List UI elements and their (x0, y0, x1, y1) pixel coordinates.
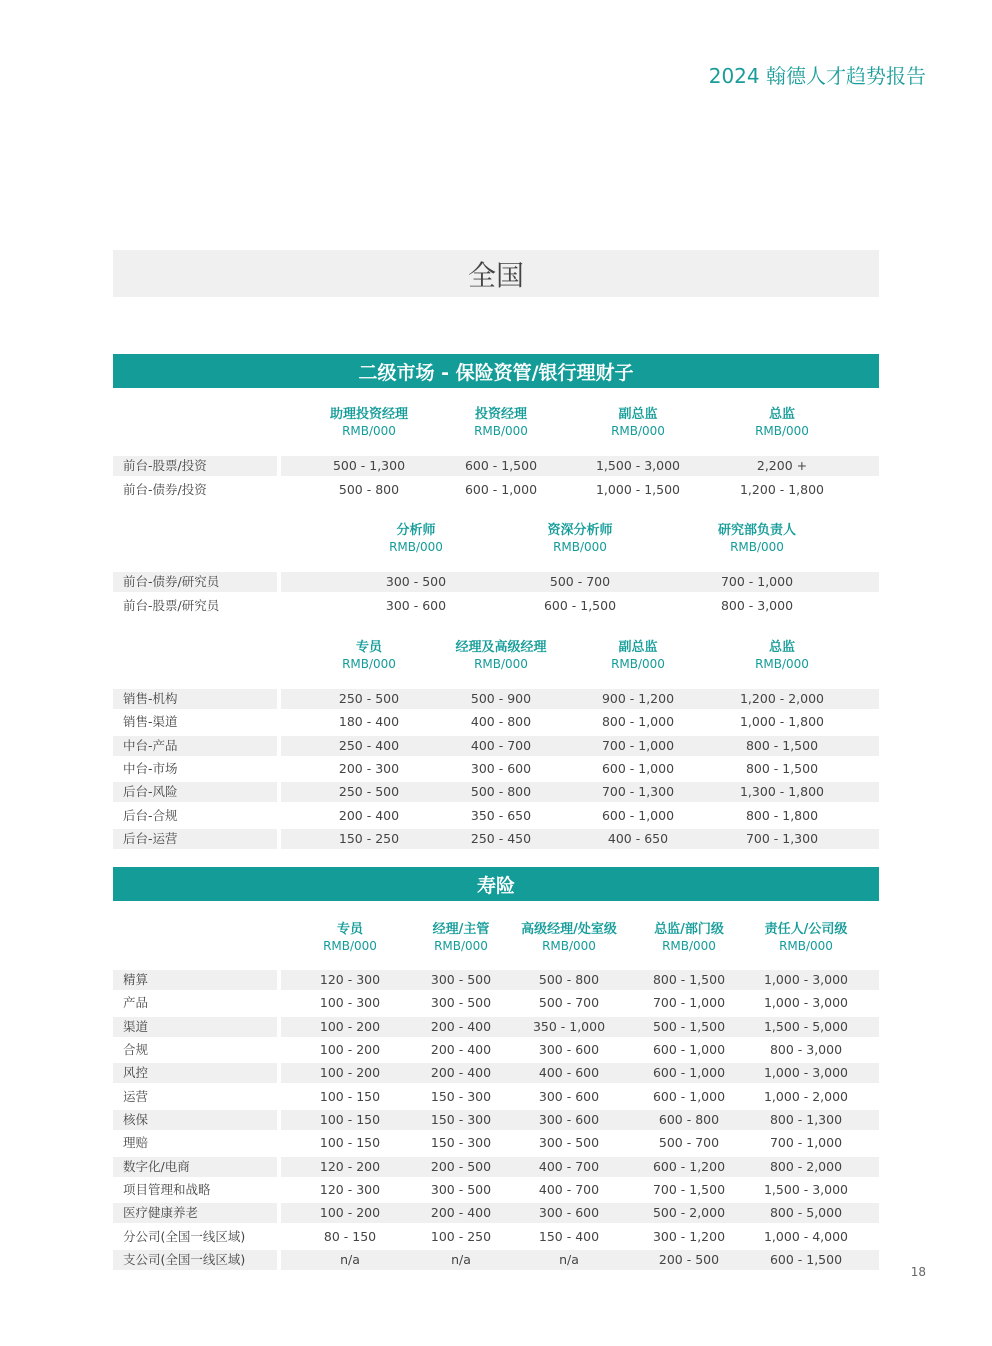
page-number: 18 (910, 1265, 926, 1279)
salary-cell: 350 - 650 (470, 808, 532, 823)
table-row (113, 782, 879, 802)
section-title-asset-management: 二级市场 - 保险资管/银行理财子 (113, 354, 879, 388)
salary-cell: 500 - 700 (538, 995, 600, 1010)
column-header-title: 分析师 (396, 523, 436, 538)
row-label: 医疗健康养老 (113, 1203, 277, 1223)
row-label: 分公司(全国一线区域) (123, 1229, 246, 1244)
salary-cell: 300 - 500 (538, 1135, 600, 1150)
salary-cell: 100 - 150 (319, 1135, 381, 1150)
column-header-unit: RMB/000 (779, 939, 833, 953)
salary-cell: 800 - 5,000 (769, 1205, 843, 1220)
salary-cell: 800 - 1,000 (601, 714, 675, 729)
column-header (563, 639, 713, 672)
salary-cell: 100 - 200 (319, 1205, 381, 1220)
salary-cell: 1,000 - 2,000 (763, 1089, 849, 1104)
salary-cell: 600 - 1,500 (543, 598, 617, 613)
row-label: 产品 (123, 995, 149, 1010)
salary-cell: 400 - 700 (538, 1182, 600, 1197)
salary-cell: 120 - 300 (319, 972, 381, 987)
salary-cell: n/a (451, 1252, 471, 1267)
salary-cell: 1,000 - 4,000 (763, 1229, 849, 1244)
row-label: 前台-股票/投资 (113, 456, 277, 476)
column-header-title: 研究部负责人 (717, 523, 796, 538)
column-header-unit: RMB/000 (755, 424, 809, 438)
table-row (113, 712, 879, 732)
salary-cell: 200 - 500 (430, 1159, 492, 1174)
salary-cell: 300 - 500 (430, 1182, 492, 1197)
table-row (113, 1250, 879, 1270)
salary-cell: 300 - 600 (470, 761, 532, 776)
column-header-title: 总监 (768, 640, 795, 655)
column-header-title: 经理及高级经理 (455, 640, 547, 655)
table-row (113, 1110, 879, 1130)
column-header (294, 639, 444, 672)
column-header (426, 639, 576, 672)
column-header-title: 资深分析师 (547, 523, 613, 538)
salary-cell: 500 - 900 (470, 691, 532, 706)
salary-cell: 400 - 700 (470, 738, 532, 753)
salary-cell: 800 - 2,000 (769, 1159, 843, 1174)
table-row (113, 993, 879, 1013)
column-header-title: 投资经理 (474, 407, 527, 422)
salary-cell: 300 - 600 (538, 1042, 600, 1057)
salary-cell: 600 - 1,200 (652, 1159, 726, 1174)
salary-cell: 400 - 700 (538, 1159, 600, 1174)
column-header-title: 高级经理/处室级 (521, 922, 617, 937)
salary-cell: 600 - 1,000 (652, 1042, 726, 1057)
region-title: 全国 (113, 250, 879, 297)
salary-cell: 500 - 800 (538, 972, 600, 987)
row-label: 后台-风险 (113, 782, 277, 802)
salary-cell: 700 - 1,000 (652, 995, 726, 1010)
column-header-unit: RMB/000 (389, 540, 443, 554)
salary-cell: 300 - 500 (385, 574, 447, 589)
salary-cell: 250 - 500 (338, 691, 400, 706)
section-title-life-insurance: 寿险 (113, 867, 879, 901)
table-row (113, 1157, 879, 1177)
column-header-title: 责任人/公司级 (764, 922, 848, 937)
row-label: 前台-债券/投资 (123, 482, 207, 497)
salary-cell: 150 - 300 (430, 1112, 492, 1127)
column-header-title: 总监/部门级 (654, 922, 724, 937)
column-header-unit: RMB/000 (342, 657, 396, 671)
row-label: 合规 (123, 1042, 149, 1057)
table-row (113, 456, 879, 476)
salary-cell: 1,000 - 3,000 (763, 1065, 849, 1080)
salary-cell: 500 - 1,300 (332, 458, 406, 473)
row-label: 销售-渠道 (123, 714, 178, 729)
salary-cell: 300 - 600 (538, 1112, 600, 1127)
row-label: 支公司(全国一线区域) (113, 1250, 277, 1270)
salary-cell: 100 - 200 (319, 1065, 381, 1080)
column-header-unit: RMB/000 (730, 540, 784, 554)
column-header-unit: RMB/000 (323, 939, 377, 953)
salary-cell: 600 - 1,500 (464, 458, 538, 473)
salary-cell: 100 - 200 (319, 1019, 381, 1034)
salary-cell: 200 - 300 (338, 761, 400, 776)
salary-cell: 500 - 800 (470, 784, 532, 799)
salary-cell: 700 - 1,000 (720, 574, 794, 589)
salary-cell: 400 - 800 (470, 714, 532, 729)
column-header-unit: RMB/000 (662, 939, 716, 953)
salary-cell: 150 - 400 (538, 1229, 600, 1244)
row-label: 中台-产品 (113, 736, 277, 756)
salary-cell: 700 - 1,500 (652, 1182, 726, 1197)
salary-cell: 250 - 450 (470, 831, 532, 846)
table-row (113, 596, 879, 616)
salary-cell: 800 - 1,500 (652, 972, 726, 987)
table-row (113, 689, 879, 709)
salary-cell: 250 - 500 (338, 784, 400, 799)
salary-cell: n/a (340, 1252, 360, 1267)
table-row (113, 572, 879, 592)
salary-cell: 1,000 - 3,000 (763, 972, 849, 987)
column-header-title: 副总监 (618, 407, 658, 422)
salary-cell: 300 - 500 (430, 995, 492, 1010)
row-label: 运营 (123, 1089, 149, 1104)
salary-cell: 800 - 3,000 (769, 1042, 843, 1057)
row-label: 风控 (113, 1063, 277, 1083)
table-row (113, 1087, 879, 1107)
salary-cell: 600 - 1,000 (652, 1089, 726, 1104)
column-header-title: 专员 (336, 922, 363, 937)
row-label: 理赔 (123, 1135, 149, 1150)
salary-cell: 600 - 800 (658, 1112, 720, 1127)
table-row (113, 1040, 879, 1060)
row-label: 后台-运营 (113, 829, 277, 849)
salary-cell: 150 - 300 (430, 1135, 492, 1150)
column-header (707, 639, 857, 672)
column-header-unit: RMB/000 (474, 657, 528, 671)
salary-cell: 1,000 - 3,000 (763, 995, 849, 1010)
row-label: 项目管理和战略 (123, 1182, 211, 1197)
salary-cell: 200 - 500 (658, 1252, 720, 1267)
column-header-unit: RMB/000 (474, 424, 528, 438)
salary-cell: 1,500 - 3,000 (595, 458, 681, 473)
salary-cell: 2,200 + (756, 458, 808, 473)
salary-cell: 350 - 1,000 (532, 1019, 606, 1034)
table-row (113, 970, 879, 990)
column-header-title: 副总监 (618, 640, 658, 655)
salary-cell: 1,500 - 5,000 (763, 1019, 849, 1034)
salary-cell: 900 - 1,200 (601, 691, 675, 706)
salary-cell: 200 - 400 (430, 1019, 492, 1034)
salary-cell: 250 - 400 (338, 738, 400, 753)
row-label: 后台-合规 (123, 808, 178, 823)
salary-cell: 1,200 - 1,800 (739, 482, 825, 497)
salary-cell: 500 - 2,000 (652, 1205, 726, 1220)
salary-cell: 500 - 1,500 (652, 1019, 726, 1034)
row-label: 数字化/电商 (113, 1157, 277, 1177)
salary-cell: 180 - 400 (338, 714, 400, 729)
salary-cell: 100 - 250 (430, 1229, 492, 1244)
column-header-unit: RMB/000 (434, 939, 488, 953)
salary-cell: 1,000 - 1,500 (595, 482, 681, 497)
table-row (113, 1203, 879, 1223)
salary-cell: 500 - 700 (549, 574, 611, 589)
row-label: 前台-股票/研究员 (123, 598, 220, 613)
column-header (731, 921, 881, 954)
salary-cell: 300 - 1,200 (652, 1229, 726, 1244)
table-row (113, 1227, 879, 1247)
salary-cell: 150 - 250 (338, 831, 400, 846)
table-row (113, 480, 879, 500)
table-row (113, 829, 879, 849)
row-label: 精算 (113, 970, 277, 990)
salary-cell: 200 - 400 (430, 1205, 492, 1220)
column-header (294, 406, 444, 439)
salary-cell: 600 - 1,000 (601, 761, 675, 776)
salary-cell: 100 - 150 (319, 1112, 381, 1127)
salary-cell: 300 - 500 (430, 972, 492, 987)
salary-cell: 1,200 - 2,000 (739, 691, 825, 706)
column-header-title: 总监 (768, 407, 795, 422)
salary-cell: 100 - 200 (319, 1042, 381, 1057)
column-header-unit: RMB/000 (542, 939, 596, 953)
salary-cell: 800 - 1,500 (745, 761, 819, 776)
column-header (707, 406, 857, 439)
salary-cell: 200 - 400 (338, 808, 400, 823)
table-row (113, 1017, 879, 1037)
table-row (113, 1133, 879, 1153)
salary-cell: 600 - 1,500 (769, 1252, 843, 1267)
salary-cell: 600 - 1,000 (601, 808, 675, 823)
salary-cell: 200 - 400 (430, 1065, 492, 1080)
table-row (113, 806, 879, 826)
column-header-unit: RMB/000 (553, 540, 607, 554)
column-header (563, 406, 713, 439)
row-label: 中台-市场 (123, 761, 178, 776)
column-header-unit: RMB/000 (611, 657, 665, 671)
column-header (682, 522, 832, 555)
row-label: 前台-债券/研究员 (113, 572, 277, 592)
salary-cell: 1,300 - 1,800 (739, 784, 825, 799)
column-header-title: 助理投资经理 (329, 407, 408, 422)
salary-cell: 120 - 300 (319, 1182, 381, 1197)
table-row (113, 736, 879, 756)
salary-cell: 600 - 1,000 (652, 1065, 726, 1080)
salary-cell: 700 - 1,000 (769, 1135, 843, 1150)
salary-cell: 200 - 400 (430, 1042, 492, 1057)
salary-cell: 400 - 600 (538, 1065, 600, 1080)
salary-cell: 300 - 600 (538, 1205, 600, 1220)
salary-cell: 1,500 - 3,000 (763, 1182, 849, 1197)
column-header-unit: RMB/000 (611, 424, 665, 438)
column-header-title: 经理/主管 (432, 922, 490, 937)
column-header (505, 522, 655, 555)
salary-cell: 120 - 200 (319, 1159, 381, 1174)
salary-cell: 700 - 1,000 (601, 738, 675, 753)
table-row (113, 1180, 879, 1200)
salary-cell: 300 - 600 (538, 1089, 600, 1104)
salary-cell: 1,000 - 1,800 (739, 714, 825, 729)
salary-cell: 500 - 800 (338, 482, 400, 497)
row-label: 销售-机构 (113, 689, 277, 709)
salary-cell: 600 - 1,000 (464, 482, 538, 497)
salary-cell: 700 - 1,300 (601, 784, 675, 799)
table-row (113, 1063, 879, 1083)
row-label: 渠道 (113, 1017, 277, 1037)
salary-cell: 800 - 1,300 (769, 1112, 843, 1127)
salary-cell: 800 - 1,800 (745, 808, 819, 823)
salary-cell: 80 - 150 (323, 1229, 377, 1244)
salary-cell: 500 - 700 (658, 1135, 720, 1150)
salary-cell: 700 - 1,300 (745, 831, 819, 846)
salary-cell: 100 - 150 (319, 1089, 381, 1104)
salary-cell: 800 - 1,500 (745, 738, 819, 753)
column-header-title: 专员 (355, 640, 382, 655)
column-header-unit: RMB/000 (755, 657, 809, 671)
column-header (341, 522, 491, 555)
column-header (426, 406, 576, 439)
report-title: 2024 翰德人才趋势报告 (708, 64, 926, 88)
row-label: 核保 (113, 1110, 277, 1130)
salary-cell: n/a (559, 1252, 579, 1267)
salary-cell: 800 - 3,000 (720, 598, 794, 613)
column-header-unit: RMB/000 (342, 424, 396, 438)
salary-cell: 300 - 600 (385, 598, 447, 613)
salary-cell: 400 - 650 (607, 831, 669, 846)
table-row (113, 759, 879, 779)
salary-cell: 100 - 300 (319, 995, 381, 1010)
salary-cell: 150 - 300 (430, 1089, 492, 1104)
